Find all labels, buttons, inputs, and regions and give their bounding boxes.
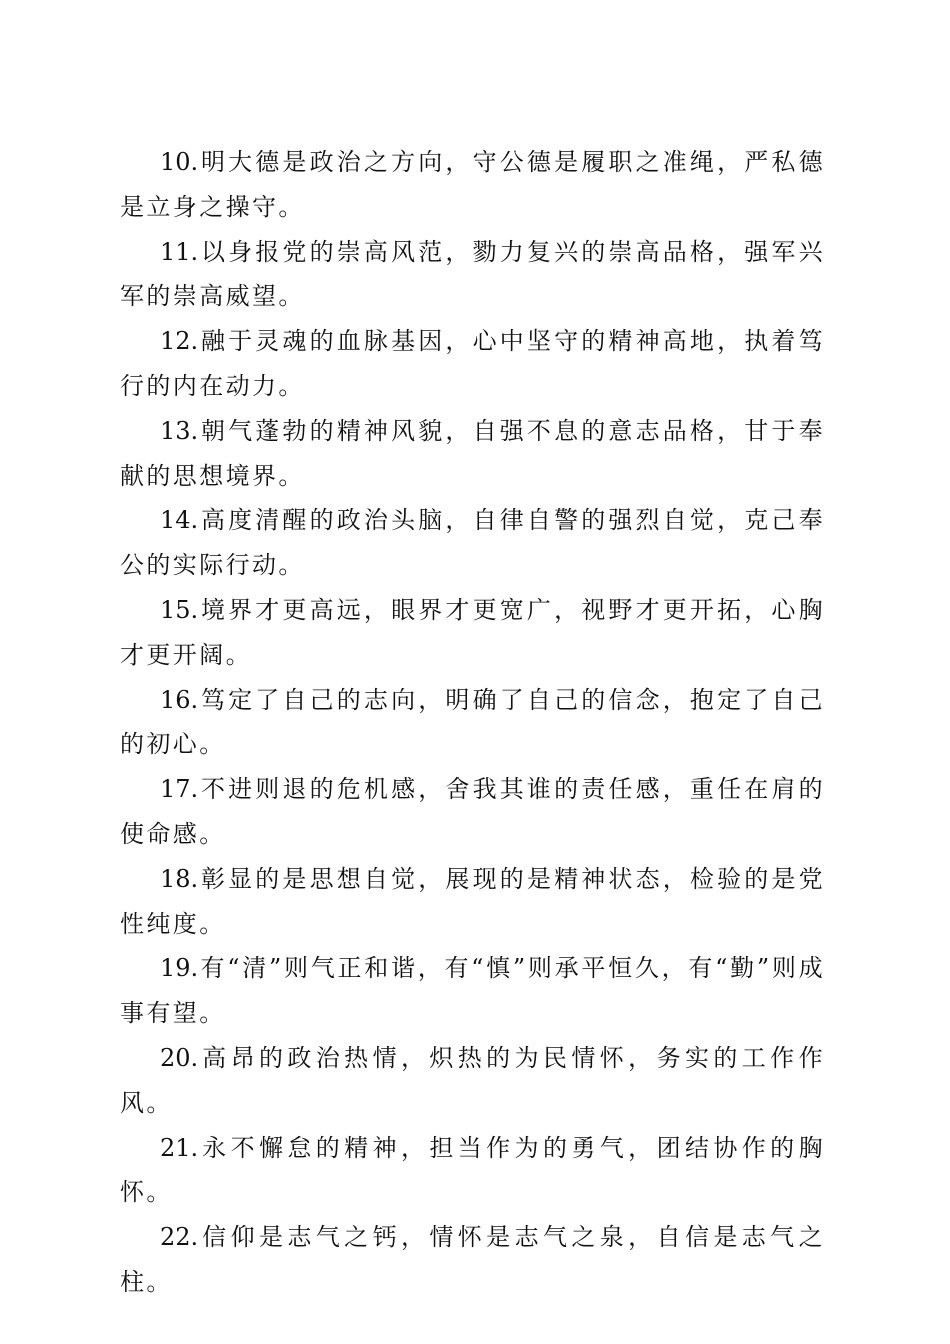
paragraph-20 xyxy=(120,1036,825,1126)
item-text: 朝气蓬勃的精神风貌，自强不息的意志品格，甘于奉献的思想境界。 xyxy=(120,416,825,490)
item-text: 明大德是政治之方向，守公德是履职之准绳，严私德是立身之操守。 xyxy=(120,148,825,221)
paragraph-14 xyxy=(120,498,825,588)
item-text: 高度清醒的政治头脑，自律自警的强烈自觉，克己奉公的实际行动。 xyxy=(120,506,825,580)
item-text: 融于灵魂的血脉基因，心中坚守的精神高地，执着笃行的内在动力。 xyxy=(120,327,825,400)
item-number: 11. xyxy=(160,237,199,266)
paragraph-13 xyxy=(120,409,825,499)
paragraph-15 xyxy=(120,588,825,678)
item-number: 17. xyxy=(160,775,199,804)
paragraph-18 xyxy=(120,857,825,947)
item-number: 10. xyxy=(160,148,199,176)
item-text: 不进则退的危机感，舍我其谁的责任感，重任在肩的使命感。 xyxy=(120,775,825,848)
item-number: 16. xyxy=(160,685,199,714)
paragraph-12 xyxy=(120,319,825,409)
item-text: 高昂的政治热情，炽热的为民情怀，务实的工作作风。 xyxy=(120,1043,825,1117)
item-number: 18. xyxy=(160,864,199,893)
paragraph-17 xyxy=(120,767,825,857)
item-number: 22. xyxy=(160,1223,199,1252)
paragraph-11 xyxy=(120,230,825,320)
item-number: 21. xyxy=(160,1133,199,1162)
item-text: 永不懈怠的精神，担当作为的勇气，团结协作的胸怀。 xyxy=(120,1133,825,1207)
item-number: 20. xyxy=(160,1043,199,1072)
item-number: 12. xyxy=(160,327,199,356)
paragraph-19 xyxy=(120,946,825,1036)
item-text: 境界才更高远，眼界才更宽广，视野才更开拓，心胸才更开阔。 xyxy=(120,595,825,669)
paragraph-10 xyxy=(120,140,825,230)
item-text: 信仰是志气之钙，情怀是志气之泉，自信是志气之柱。 xyxy=(120,1223,825,1296)
item-number: 19. xyxy=(160,954,199,983)
item-number: 15. xyxy=(160,595,199,624)
item-text: 彰显的是思想自觉，展现的是精神状态，检验的是党性纯度。 xyxy=(120,864,825,938)
paragraph-21 xyxy=(120,1126,825,1216)
item-number: 13. xyxy=(160,416,199,445)
item-number: 14. xyxy=(160,506,199,535)
item-text: 以身报党的崇高风范，勠力复兴的崇高品格，强军兴军的崇高威望。 xyxy=(120,237,825,311)
item-text: 笃定了自己的志向，明确了自己的信念，抱定了自己的初心。 xyxy=(120,685,825,759)
paragraph-16 xyxy=(120,678,825,768)
paragraph-22 xyxy=(120,1215,825,1305)
document-body xyxy=(120,140,825,1305)
item-text: 有“清”则气正和谐，有“慎”则承平恒久，有“勤”则成事有望。 xyxy=(120,954,825,1028)
